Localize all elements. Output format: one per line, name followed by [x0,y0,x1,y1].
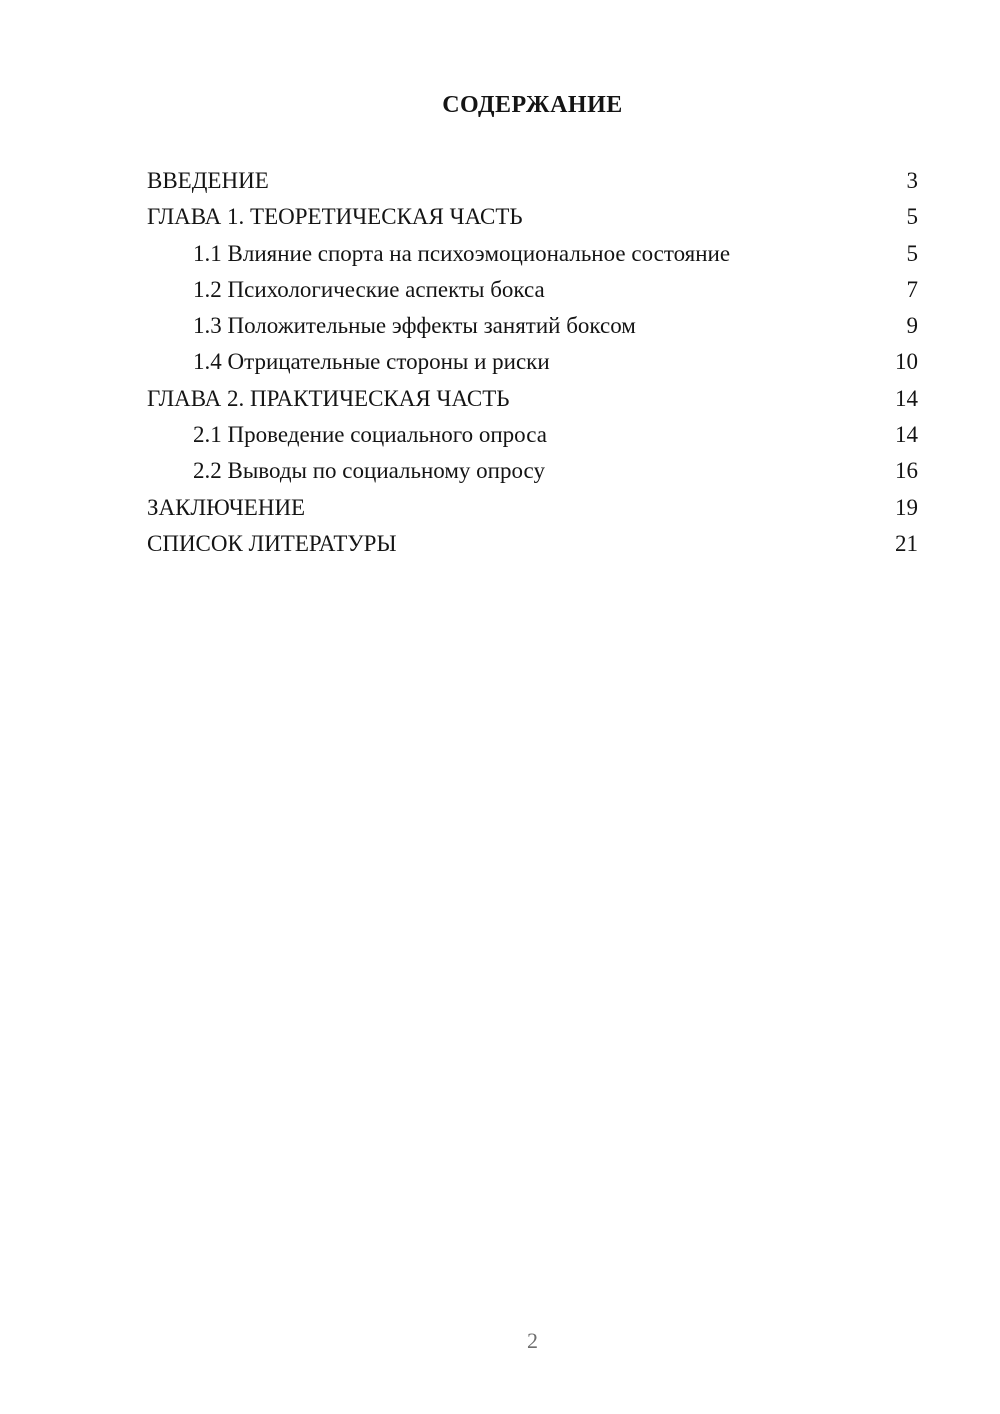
toc-entry-label: ГЛАВА 2. ПРАКТИЧЕСКАЯ ЧАСТЬ [147,385,510,411]
toc-entry-label: ВВЕДЕНИЕ [147,168,269,193]
toc-entry [147,453,918,489]
toc-entry-label: СПИСОК ЛИТЕРАТУРЫ [147,530,397,556]
toc-entry-label: 1.1 Влияние спорта на психоэмоциональное состояние [193,240,731,266]
page-title: СОДЕРЖАНИЕ [442,92,623,118]
toc-entry-label: 1.3 Положительные эффекты занятий боксом [193,313,636,339]
document-content [147,87,918,562]
toc-entry-page-number: 7 [906,276,918,302]
toc-entry-label: ЗАКЛЮЧЕНИЕ [147,494,306,520]
toc-entry-label: 2.2 Выводы по социальному опросу [193,458,545,484]
footer-page-number: 2 [527,1328,538,1353]
toc-entry-page-number: 21 [895,530,918,556]
toc-entry [147,381,918,417]
toc-entry [147,308,918,344]
toc-entry-page-number: 19 [895,494,918,520]
toc-entry-page-number: 3 [906,168,918,193]
toc-entry [147,490,918,526]
toc-entry-label: 1.2 Психологические аспекты бокса [193,276,545,302]
toc-entry-page-number: 14 [895,422,918,448]
toc-entry-page-number: 5 [906,204,918,230]
toc-entry [147,526,918,562]
toc-entry-label: 2.1 Проведение социального опроса [193,422,547,448]
toc-list [147,163,918,562]
toc-entry [147,163,918,199]
toc-entry [147,272,918,308]
toc-entry-page-number: 5 [906,240,918,266]
toc-entry [147,417,918,453]
toc-entry-page-number: 14 [895,385,918,411]
toc-entry-page-number: 10 [895,349,918,375]
toc-entry [147,236,918,272]
toc-entry-page-number: 16 [895,458,918,484]
toc-entry-page-number: 9 [906,313,918,339]
toc-entry [147,199,918,235]
toc-entry-label: 1.4 Отрицательные стороны и риски [193,349,550,375]
toc-entry [147,344,918,380]
toc-entry-label: ГЛАВА 1. ТЕОРЕТИЧЕСКАЯ ЧАСТЬ [147,204,523,230]
